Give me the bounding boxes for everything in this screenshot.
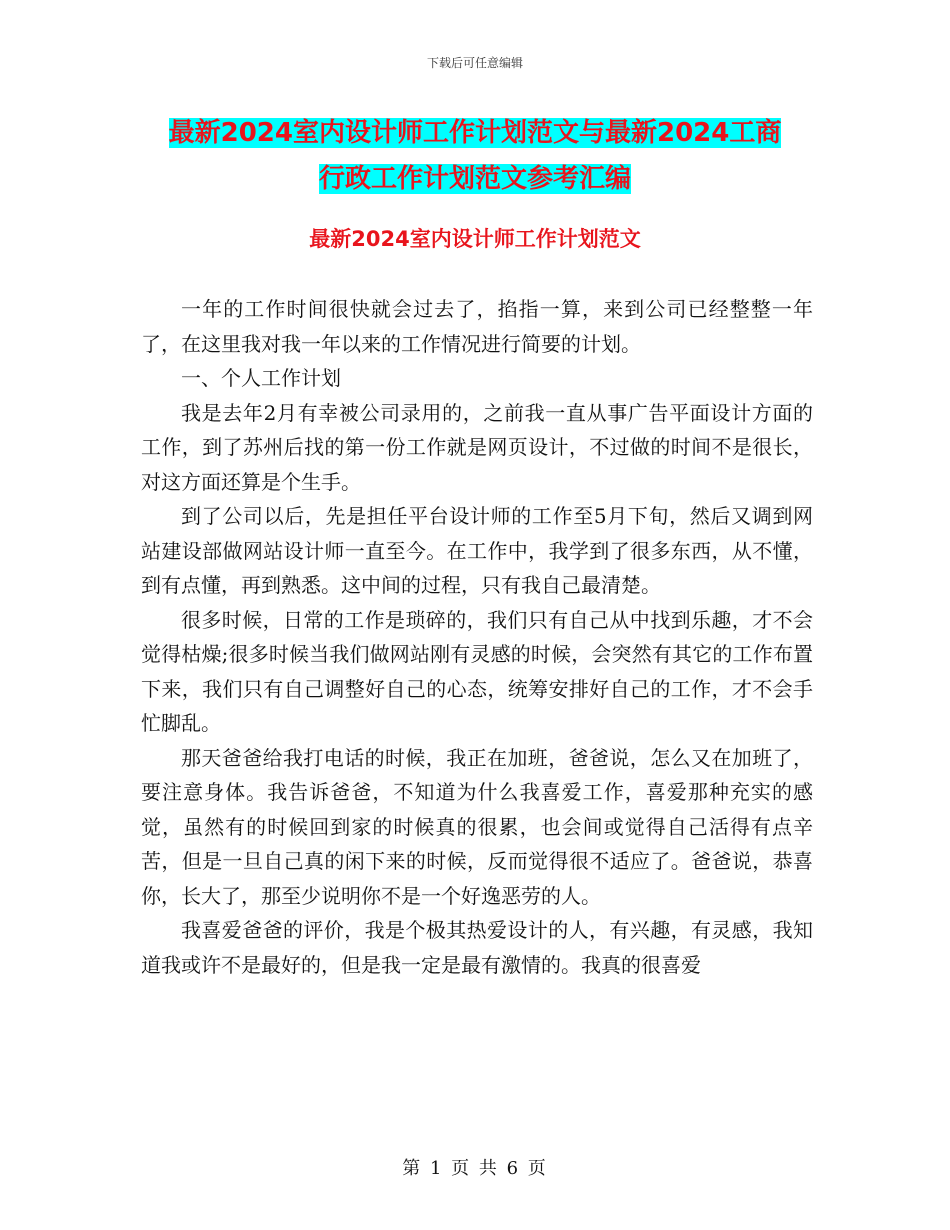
document-title-line-2: 行政工作计划范文参考汇编	[318, 164, 631, 194]
paragraph: 那天爸爸给我打电话的时候，我正在加班，爸爸说，怎么又在加班了，要注意身体。我告诉爸爸，不知道为什么我喜爱工作，喜爱那种充实的感觉，虽然有的时候回到家的时候真的很累，也会间或觉得自己活得有点辛苦，但是一旦自己真的闲下来的时候，反而觉得很不适应了。爸爸说，恭喜你，长大了，那至少说明你不是一个好逸恶劳的人。	[141, 745, 813, 908]
paragraph: 我喜爱爸爸的评价，我是个极其热爱设计的人，有兴趣，有灵感，我知道我或许不是最好的，但是我一定是最有激情的。我真的很喜爱	[141, 918, 813, 977]
page-footer: 第 1 页 共 6 页	[402, 1158, 548, 1179]
paragraph: 我是去年2月有幸被公司录用的，之前我一直从事广告平面设计方面的工作，到了苏州后找的第一份工作就是网页设计，不过做的时间不是很长，对这方面还算是个生手。	[141, 400, 813, 494]
paragraph: 一年的工作时间很快就会过去了，掐指一算，来到公司已经整整一年了，在这里我对我一年以来的工作情况进行简要的计划。	[141, 297, 813, 356]
document-body	[141, 292, 813, 982]
paragraph: 很多时候，日常的工作是琐碎的，我们只有自己从中找到乐趣，才不会觉得枯燥;很多时候当我们做网站刚有灵感的时候，会突然有其它的工作布置下来，我们只有自己调整好自己的心态，统筹安排好自己的工作，才不会手忙脚乱。	[141, 607, 813, 735]
paragraph: 到了公司以后，先是担任平台设计师的工作至5月下旬，然后又调到网站建设部做网站设计师一直至今。在工作中，我学到了很多东西，从不懂，到有点懂，再到熟悉。这中间的过程，只有我自己最清楚。	[141, 504, 813, 597]
paragraph-heading: 一、个人工作计划	[181, 366, 341, 390]
document-title-line-1: 最新2024室内设计师工作计划范文与最新2024工商	[168, 118, 782, 148]
section-title: 最新2024室内设计师工作计划范文	[309, 227, 641, 251]
header-note: 下载后可任意编辑	[426, 56, 523, 70]
document-title	[0, 110, 950, 202]
